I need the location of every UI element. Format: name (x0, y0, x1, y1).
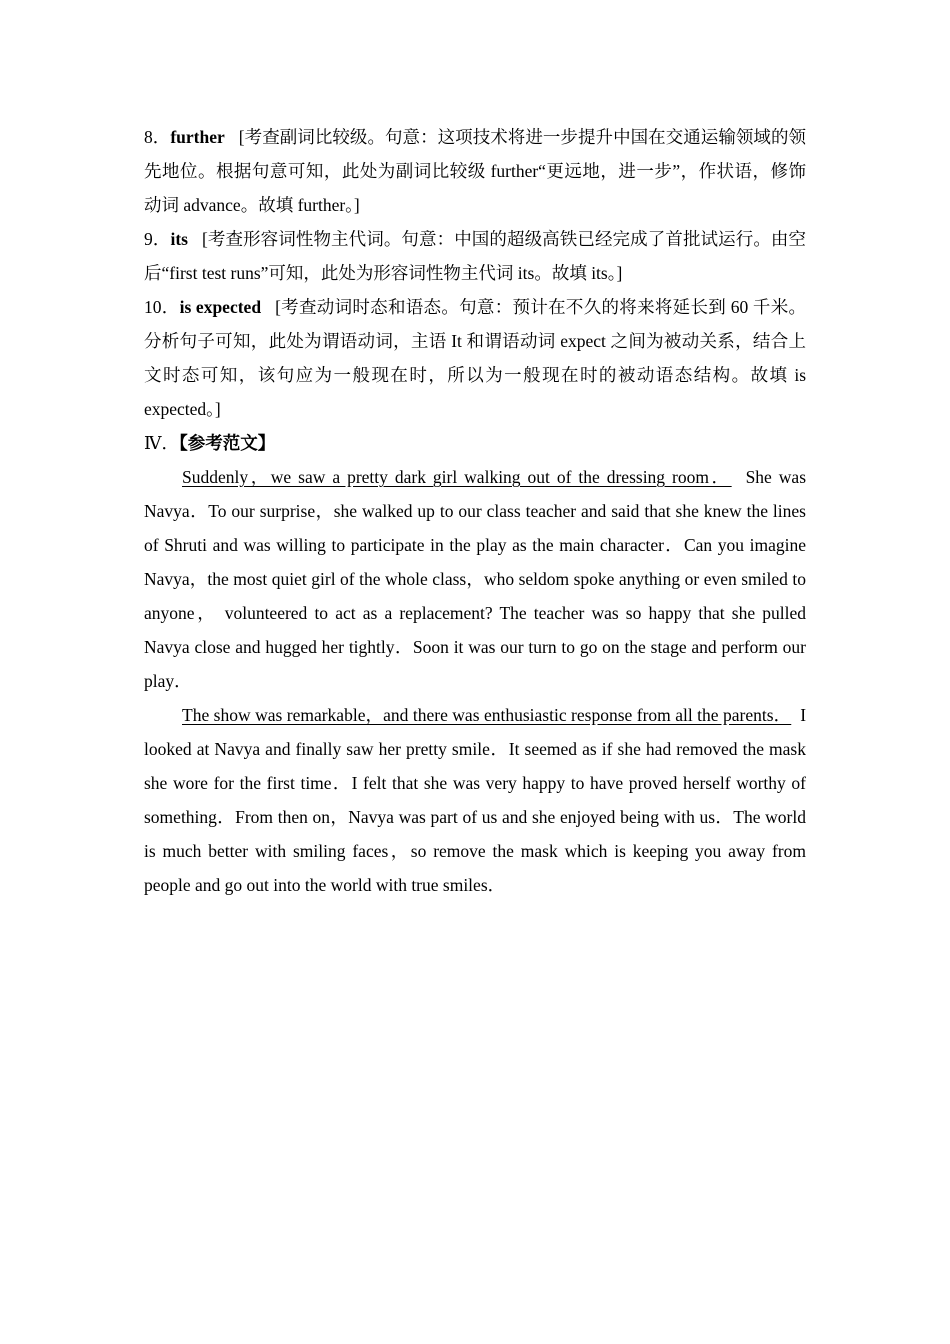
essay-paragraph-2 (144, 698, 806, 902)
section-label: 【参考范文】 (178, 433, 276, 453)
answer-item-10 (144, 290, 806, 426)
essay-underlined-sentence: Suddenly，we saw a pretty dark girl walking out of the dressing room． (182, 467, 732, 487)
essay-body-text: I looked at Navya and finally saw her pretty smile．It seemed as if she had removed the mask she wore for the first time．I felt that she was very happy to have proved herself worthy of something．From then on，Navya was part of us and she enjoyed being with us．The world is much better with smiling faces，so remove the mask which is keeping you away from people and go out into the world with true smiles． (144, 705, 807, 895)
answer-item-9 (144, 222, 806, 290)
answer-explanation: [考查副词比较级。句意：这项技术将进一步提升中国在交通运输领域的领先地位。根据句意可知，此处为副词比较级 further“更远地，进一步”，作状语，修饰动词 advance。故填 further。] (144, 127, 807, 215)
essay-paragraph-1 (144, 460, 806, 698)
answer-key: further (170, 127, 225, 147)
answer-key: its (170, 229, 188, 249)
answer-explanation: [考查动词时态和语态。句意：预计在不久的将来将延长到 60 千米。分析句子可知，此处为谓语动词，主语 It 和谓语动词 expect 之间为被动关系，结合上文时态可知，该句应为一般现在时，所以为一般现在时的被动语态结构。故填 is expected。] (144, 297, 807, 419)
answer-item-8 (144, 120, 806, 222)
answer-number: 10． (144, 297, 180, 317)
section-numeral: Ⅳ． (144, 433, 179, 453)
section-heading (144, 426, 806, 460)
answer-number: 9． (144, 229, 171, 249)
answer-key: is expected (179, 297, 262, 317)
essay-underlined-sentence: The show was remarkable，and there was enthusiastic response from all the parents． (182, 705, 792, 725)
essay-body-text: She was Navya．To our surprise，she walked up to our class teacher and said that she knew the lines of Shruti and was willing to participate in the play as the main character．Can you imagine Navya，the most quiet girl of the whole class，who seldom spoke anything or even smiled to anyone， volunteered to act as a replacement? The teacher was so happy that she pulled Navya close and hugged her tightly．Soon it was our turn to go on the stage and perform our play． (144, 467, 807, 691)
answer-number: 8． (144, 127, 171, 147)
document-page (144, 120, 806, 902)
answer-explanation: [考查形容词性物主代词。句意：中国的超级高铁已经完成了首批试运行。由空后“first test runs”可知，此处为形容词性物主代词 its。故填 its。] (144, 229, 807, 283)
